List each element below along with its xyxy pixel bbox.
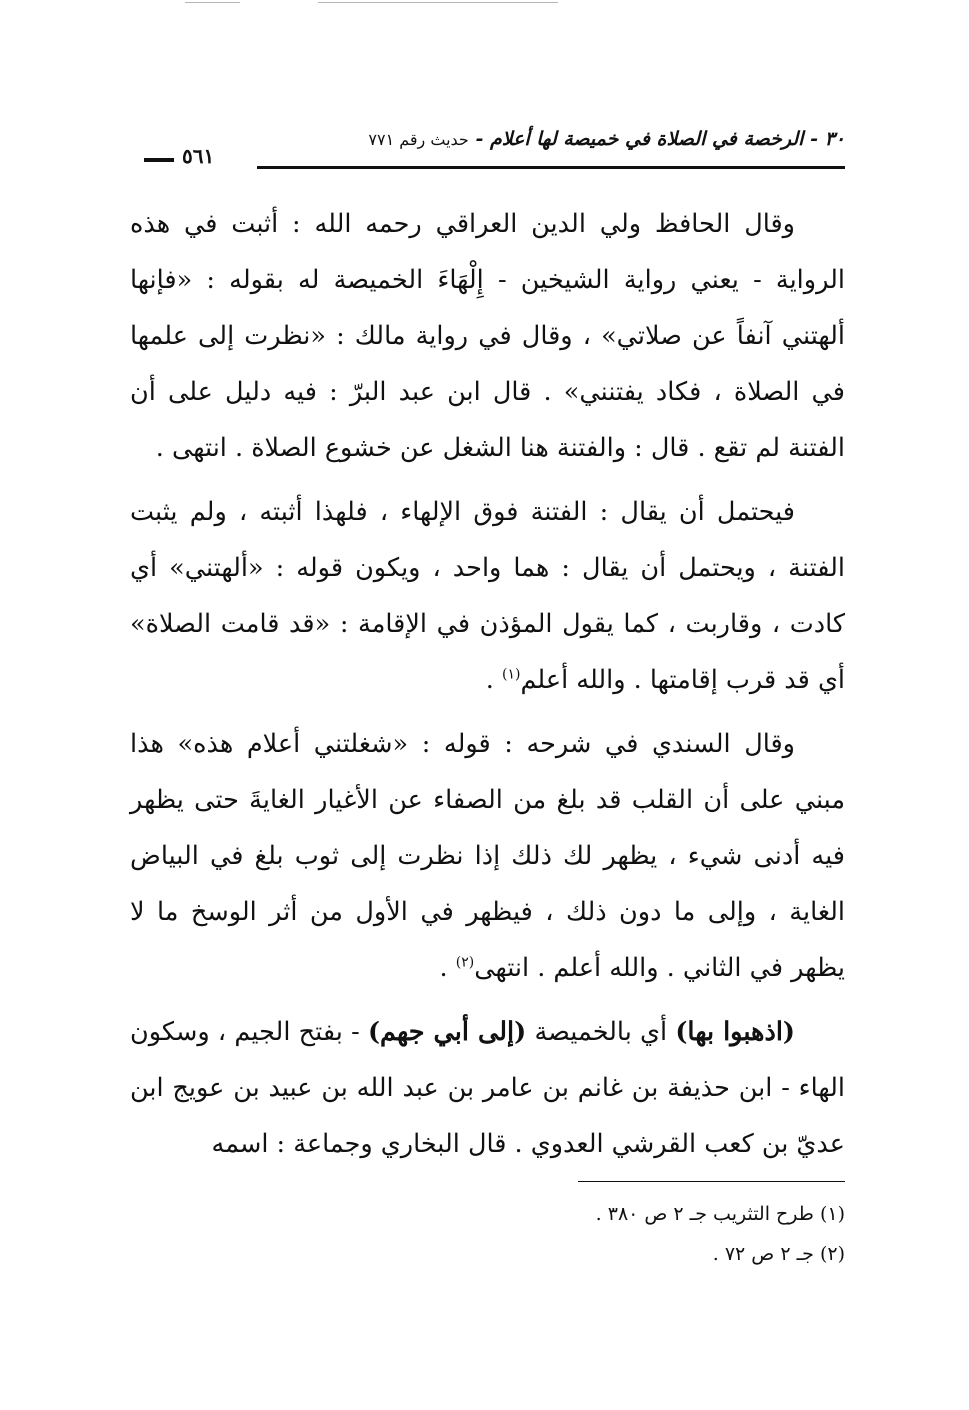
paragraph-4-text-b: - بفتح الجيم ، وسكون الهاء - ابن حذيفة بن غانم بن عامر بن عبد الله بن عبيد بن عويج ابن عديّ بن كعب القرشي العدوي . قال البخاري وجماعة : اسمه [130,1017,845,1159]
hadith-phrase-to-abu-jahm: (إلى أبي جهم) [367,1017,527,1047]
top-edge-rule-right [318,2,558,3]
paragraph-1 [130,196,845,476]
chapter-heading [368,128,845,150]
footnote-2: (٢) جـ ٢ ص ٧٢ . [712,1243,845,1265]
footnotes [596,1194,845,1274]
paragraph-3-end: . [439,953,456,983]
paragraph-2-text: فيحتمل أن يقال : الفتنة فوق الإلهاء ، فلهذا أثبته ، ولم يثبت الفتنة ، ويحتمل أن يقال : هما واحد ، ويكون قوله : «ألهتني» أي كادت ، وقاربت ، كما يقول المؤذن في الإقامة : «قد قامت الصلاة» أي قد قرب إقامتها . والله أعلم [130,497,845,695]
paragraph-2 [130,484,845,708]
main-text [130,196,845,1180]
hadith-phrase-go-with-it: (اذهبوا بها) [675,1017,795,1047]
page-number: ٥٦١ [182,144,215,168]
footnote-1: (١) طرح التثريب جـ ٢ ص ٣٨٠ . [595,1203,845,1225]
paragraph-4 [130,1004,845,1172]
footnote-marker-2[interactable]: (٢) [455,954,475,971]
header-rule [257,166,845,169]
page-number-dash [144,158,174,162]
paragraph-1-text: وقال الحافظ ولي الدين العراقي رحمه الله : أثبت في هذه الرواية - يعني رواية الشيخين - إِلْهَاءَ الخميصة له بقوله : «فإنها ألهتني آنفاً عن صلاتي» ، وقال في رواية مالك : «نظرت إلى علمها في الصلاة ، فكاد يفتنني» . قال ابن عبد البرّ : فيه دليل على أن الفتنة لم تقع . قال : والفتنة هنا الشغل عن خشوع الصلاة . انتهى . [130,209,845,463]
paragraph-3 [130,716,845,996]
paragraph-4-text-a: أي بالخميصة [534,1017,668,1047]
hadith-reference: حديث رقم ٧٧١ [368,130,469,149]
chapter-title: ٣٠ - الرخصة في الصلاة في خميصة لها أعلام - [475,128,845,150]
footnote-separator [578,1181,845,1182]
running-header [130,128,845,174]
paragraph-2-end: . [485,665,502,695]
footnote-marker-1[interactable]: (١) [501,666,521,683]
top-edge-rule-left [185,2,240,3]
paragraph-3-text: وقال السندي في شرحه : قوله : «شغلتني أعلام هذه» هذا مبني على أن القلب قد بلغ من الصفاء عن الأغيار الغايةَ حتى يظهر فيه أدنى شيء ، يظهر لك ذلك إذا نظرت إلى ثوب بلغ في البياض الغاية ، وإلى ما دون ذلك ، فيظهر في الأول من أثر الوسخ ما لا يظهر في الثاني . والله أعلم . انتهى [130,729,845,983]
